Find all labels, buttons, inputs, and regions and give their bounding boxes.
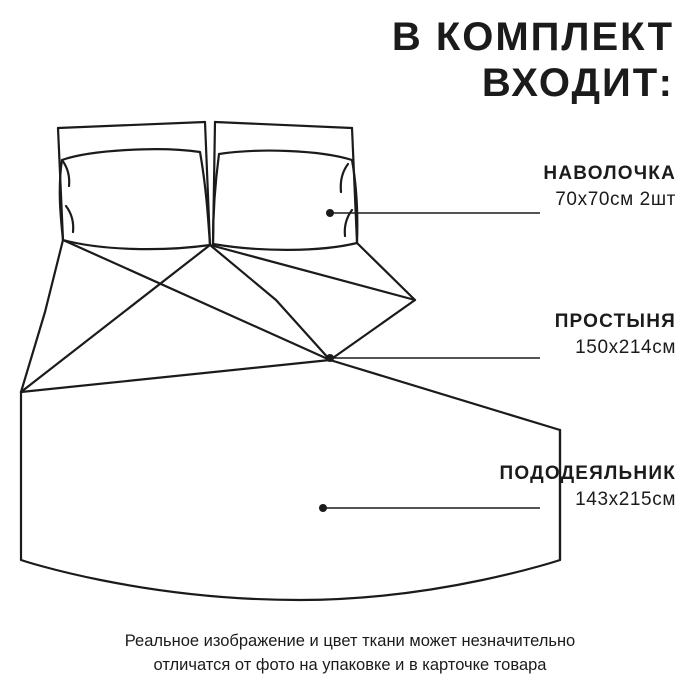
duvet-right-top-edge bbox=[330, 360, 560, 430]
duvet-left-top-edge bbox=[21, 360, 330, 392]
disclaimer-text bbox=[0, 630, 700, 678]
headboard-top-left bbox=[58, 122, 205, 128]
pillow-right-fold-b bbox=[345, 210, 352, 236]
leader-dot-sheet bbox=[326, 354, 334, 362]
callout-sheet-label: ПРОСТЫНЯ bbox=[554, 311, 676, 332]
callout-duvet-cover-label: ПОДОДЕЯЛЬНИК bbox=[499, 463, 676, 484]
callout-duvet-cover-size: 143х215см bbox=[575, 488, 676, 510]
callout-pillowcase bbox=[376, 162, 676, 212]
pillow-left-fold-a bbox=[62, 160, 69, 186]
headboard-top-right bbox=[215, 122, 352, 128]
callout-pillowcase-label: НАВОЛОЧКА bbox=[543, 163, 676, 184]
pillow-left bbox=[60, 149, 210, 249]
sheet-left-edge bbox=[21, 240, 63, 392]
page-title-line-2: ВХОДИТ: bbox=[481, 61, 674, 105]
leader-dot-pillowcase bbox=[326, 209, 334, 217]
leader-dot-duvet bbox=[319, 504, 327, 512]
callout-sheet-size: 150х214см bbox=[575, 336, 676, 358]
pillow-right bbox=[213, 151, 357, 250]
page-title-line-1: В КОМПЛЕКТ bbox=[391, 15, 674, 59]
disclaimer-line-1: Реальное изображение и цвет ткани может незначительно bbox=[124, 632, 576, 651]
pillow-left-fold-b bbox=[66, 206, 73, 232]
disclaimer-line-2: отличатся от фото на упаковке и в карточке товара bbox=[153, 656, 547, 675]
pillow-right-fold-a bbox=[341, 164, 348, 192]
sheet-diagonal-fold-2 bbox=[21, 245, 210, 392]
sheet-top-right-edge bbox=[210, 245, 415, 300]
callout-pillowcase-size: 70х70см 2шт bbox=[555, 188, 676, 210]
callout-sheet bbox=[376, 310, 676, 360]
sheet-center-fold bbox=[210, 245, 330, 360]
callout-duvet-cover bbox=[376, 462, 676, 512]
sheet-diagonal-fold bbox=[63, 240, 330, 360]
